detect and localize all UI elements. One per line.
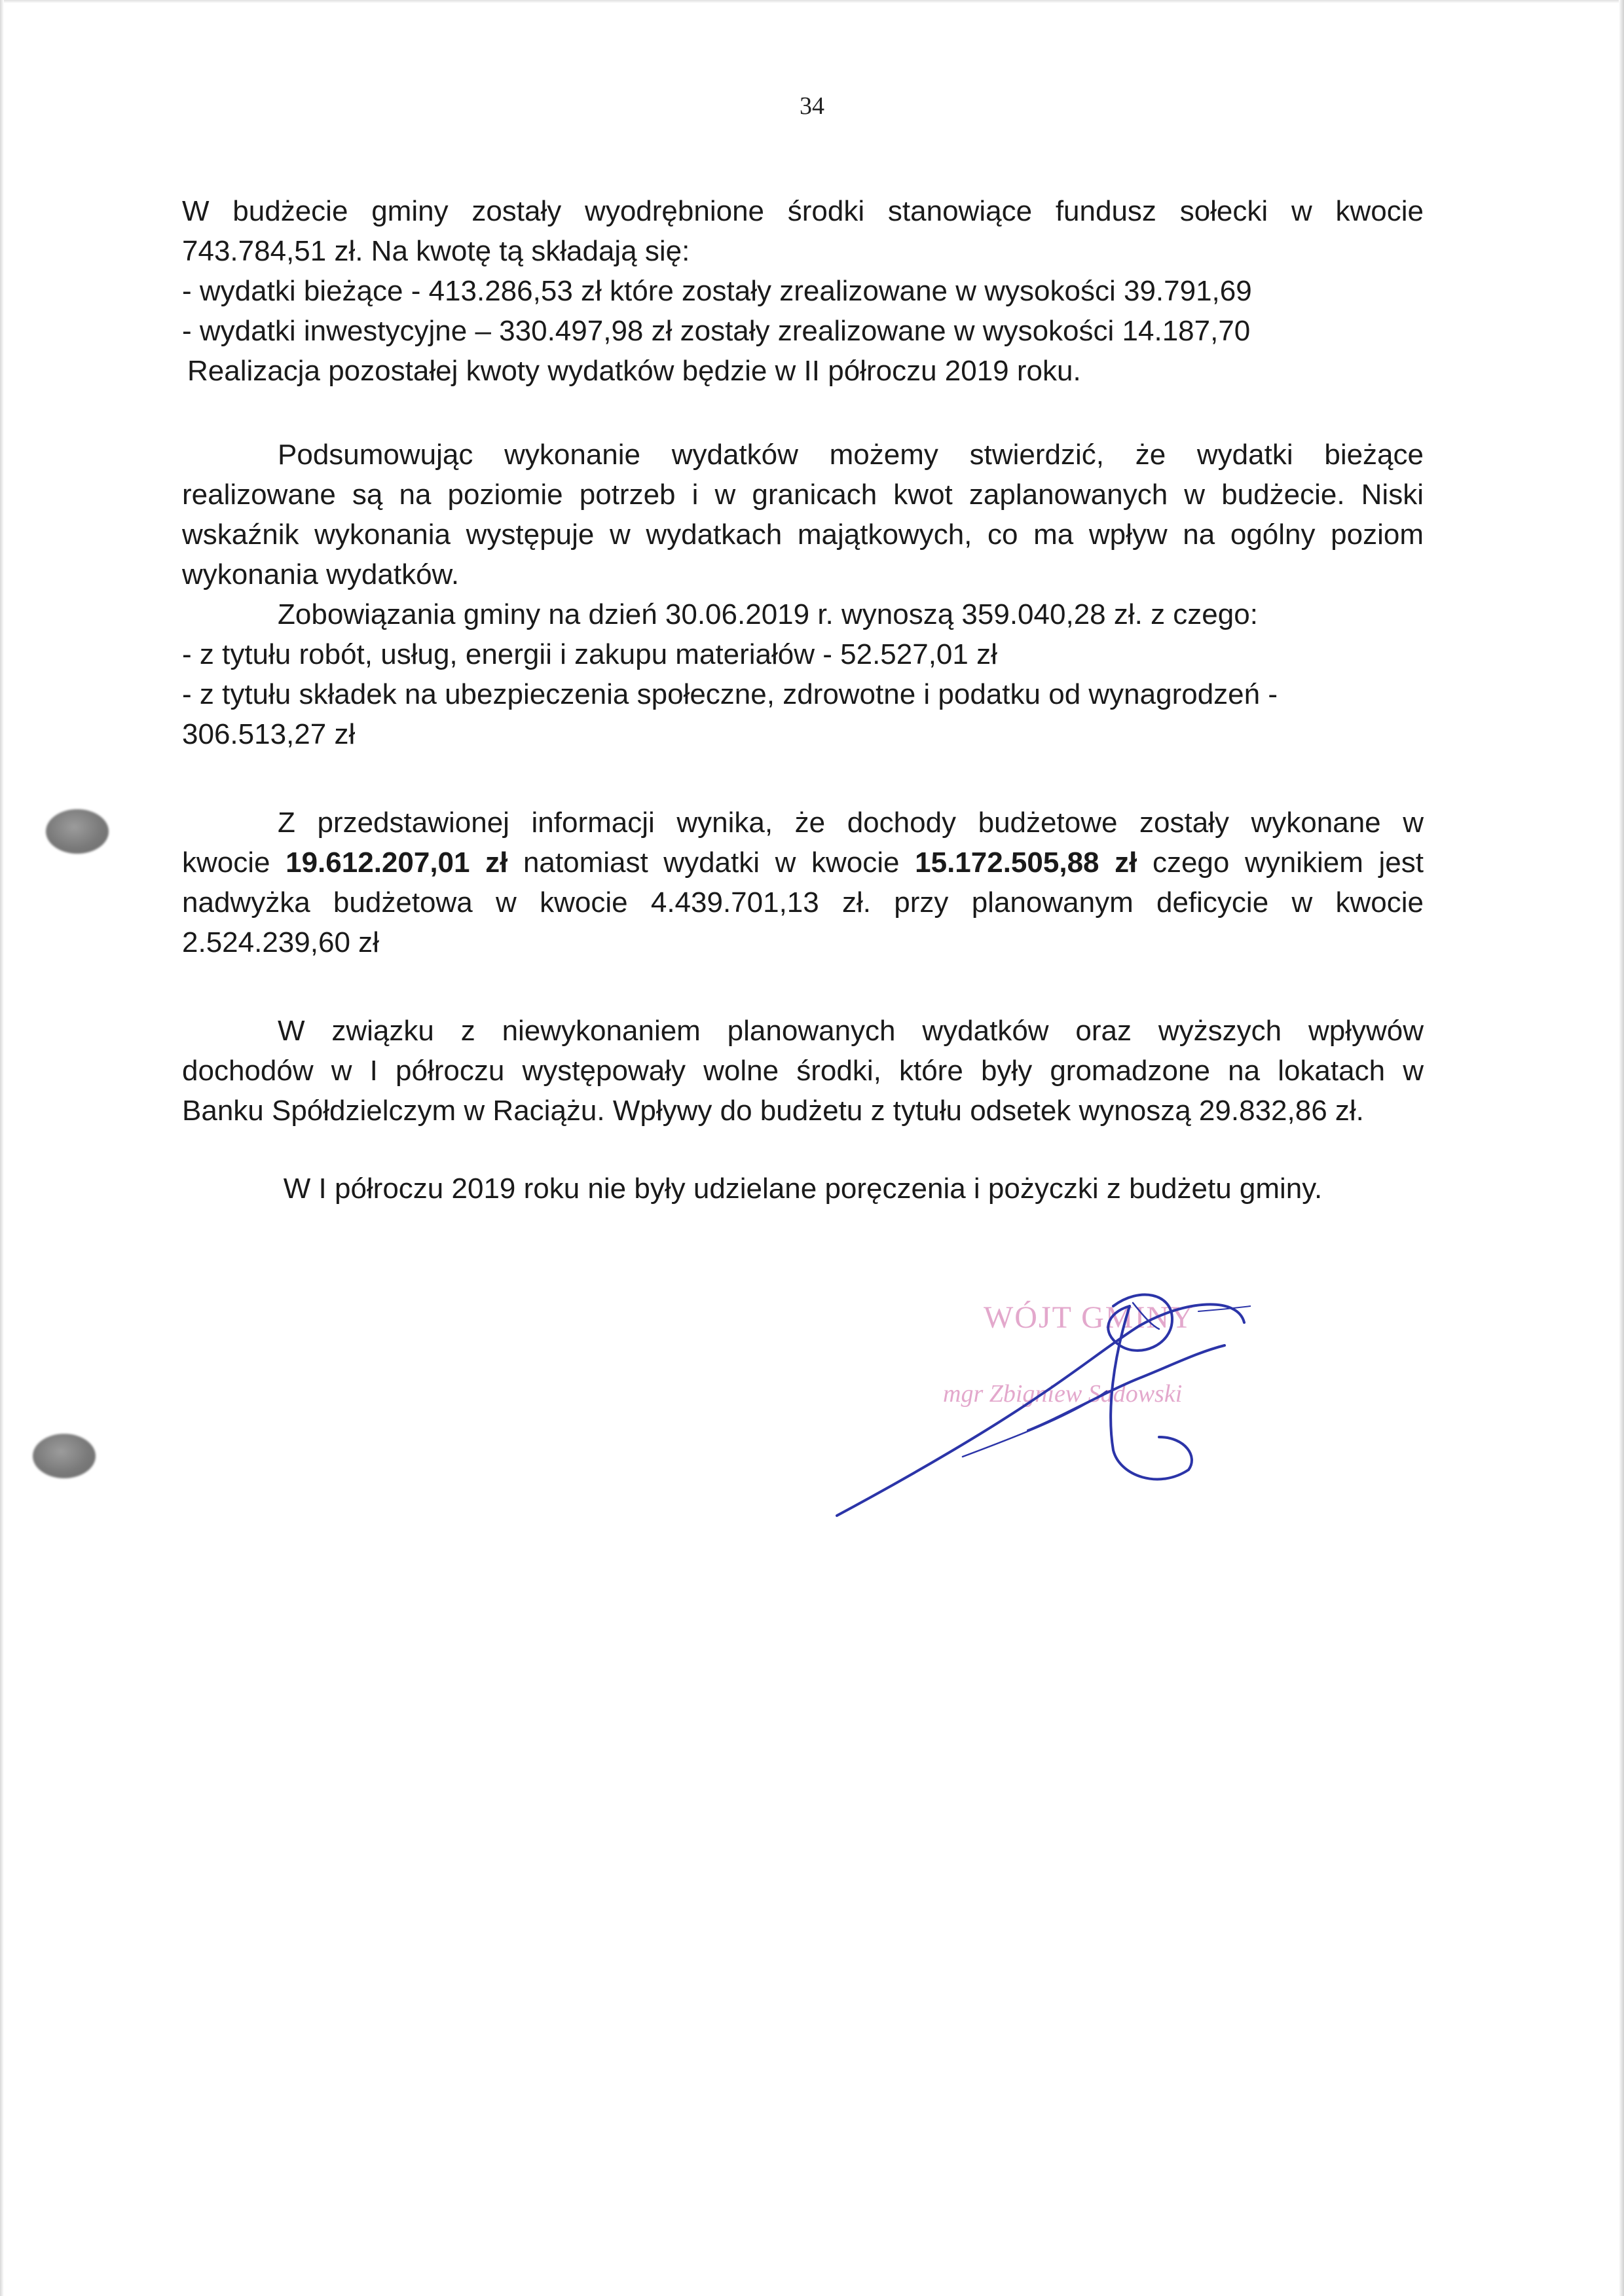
- text-line: - wydatki bieżące - 413.286,53 zł które zostały zrealizowane w wysokości 39.791,69: [182, 275, 1252, 307]
- text-line: Zobowiązania gminy na dzień 30.06.2019 r. wynoszą 359.040,28 zł. z czego:: [278, 598, 1258, 630]
- text-line: Realizacja pozostałej kwoty wydatków będzie w II półroczu 2019 roku.: [187, 355, 1081, 387]
- text-line: realizowane są na poziomie potrzeb i w granicach kwot zaplanowanych w budżecie. Niski: [182, 479, 1424, 511]
- scan-edge-right: [1619, 0, 1624, 2296]
- income-amount: 19.612.207,01 zł: [286, 847, 508, 879]
- paragraph-expenditure-summary: [182, 435, 1424, 754]
- handwritten-signature: [832, 1280, 1251, 1529]
- text-line: Banku Spółdzielczym w Raciążu. Wpływy do budżetu z tytułu odsetek wynoszą 29.832,86 zł.: [182, 1095, 1364, 1127]
- text-line: wskaźnik wykonania występuje w wydatkach majątkowych, co ma wpływ na ogólny poziom: [182, 519, 1424, 551]
- scan-edge-left: [0, 0, 4, 2296]
- closing-statement: W I półroczu 2019 roku nie były udzielane poręczenia i pożyczki z budżetu gminy.: [283, 1173, 1323, 1205]
- document-body: [182, 191, 1424, 1209]
- paragraph-solecki-fund: [182, 191, 1424, 391]
- text-line: 2.524.239,60 zł: [182, 926, 379, 958]
- text-line: Podsumowując wykonanie wydatków możemy stwierdzić, że wydatki bieżące: [278, 439, 1424, 471]
- text-line: 743.784,51 zł. Na kwotę tą składają się:: [182, 235, 690, 267]
- text-fragment: czego wynikiem jest: [1137, 847, 1424, 879]
- text-line: - z tytułu robót, usług, energii i zakupu materiałów - 52.527,01 zł: [182, 638, 997, 670]
- text-line: nadwyżka budżetowa w kwocie 4.439.701,13 zł. przy planowanym deficycie w kwocie: [182, 886, 1424, 919]
- text-fragment: kwocie: [182, 847, 286, 879]
- text-line: 306.513,27 zł: [182, 718, 356, 750]
- text-line: [182, 843, 1424, 883]
- text-line: W związku z niewykonaniem planowanych wydatków oraz wyższych wpływów: [278, 1015, 1424, 1047]
- expense-amount: 15.172.505,88 zł: [915, 847, 1137, 879]
- text-line: dochodów w I półroczu występowały wolne środki, które były gromadzone na lokatach w: [182, 1055, 1424, 1087]
- scan-edge-top: [0, 0, 1624, 3]
- page-number: 34: [800, 92, 824, 120]
- stamp-title: WÓJT GMINY: [984, 1300, 1194, 1335]
- punch-hole-mark: [33, 1434, 96, 1478]
- punch-hole-mark: [46, 809, 109, 854]
- text-line: wykonania wydatków.: [182, 558, 460, 591]
- paragraph-free-funds: [182, 1011, 1424, 1131]
- text-line: - z tytułu składek na ubezpieczenia społeczne, zdrowotne i podatku od wynagrodzeń -: [182, 678, 1278, 710]
- stamp-name: mgr Zbigniew Sadowski: [943, 1380, 1183, 1408]
- text-line: Z przedstawionej informacji wynika, że dochody budżetowe zostały wykonane w: [278, 807, 1424, 839]
- text-line: - wydatki inwestycyjne – 330.497,98 zł zostały zrealizowane w wysokości 14.187,70: [182, 315, 1251, 347]
- paragraph-budget-result: [182, 803, 1424, 962]
- text-fragment: natomiast wydatki w kwocie: [507, 847, 915, 879]
- text-line: W budżecie gminy zostały wyodrębnione środki stanowiące fundusz sołecki w kwocie: [182, 195, 1424, 227]
